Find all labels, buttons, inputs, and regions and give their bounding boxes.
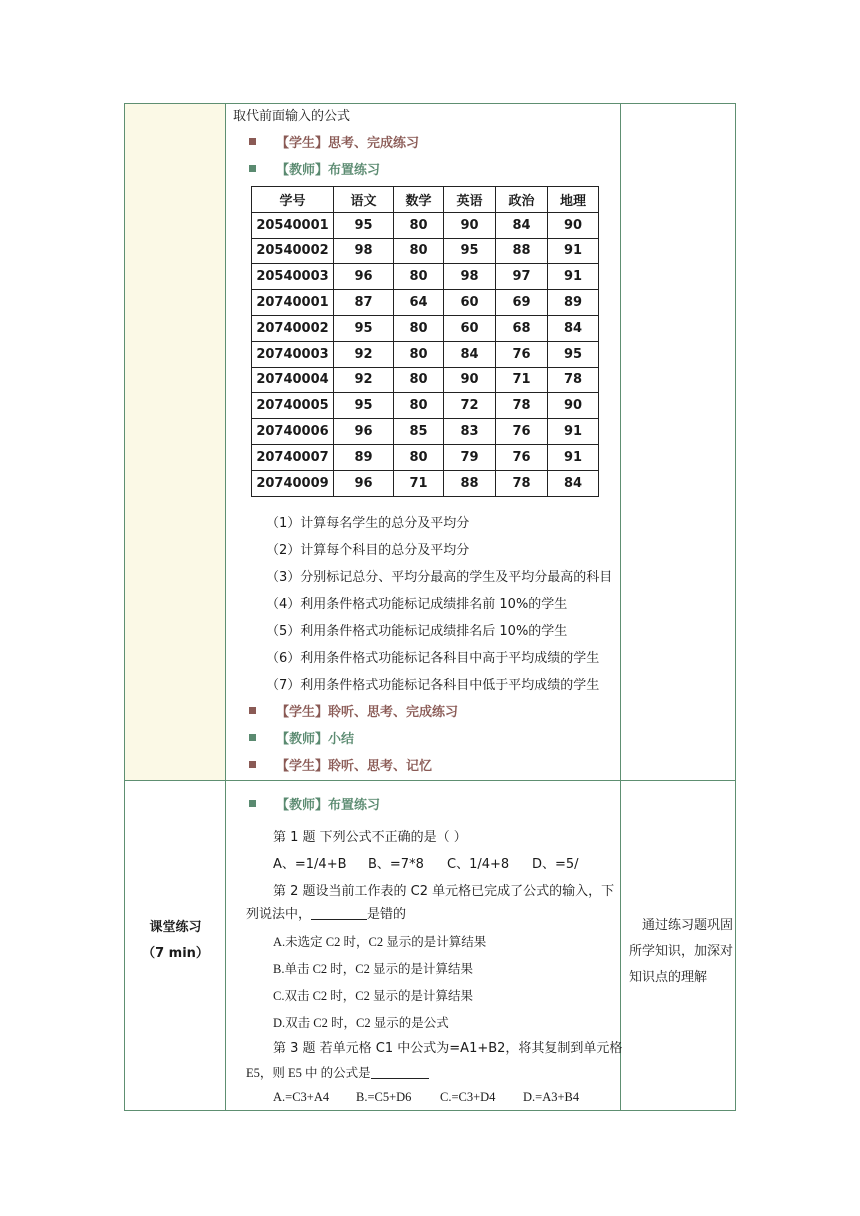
table-body: [252, 212, 599, 496]
student-id-cell: 20740006: [252, 419, 334, 445]
score-cell: 95: [334, 315, 394, 341]
score-cell: 95: [548, 341, 599, 367]
score-cell: 88: [444, 470, 496, 496]
question-2-option: D.双击 C2 时，C2 显示的是公式: [273, 1016, 449, 1030]
header-cell: 学号: [252, 187, 334, 213]
score-cell: 84: [496, 212, 548, 238]
table-row: [252, 315, 599, 341]
square-bullet-icon: [249, 707, 256, 714]
score-cell: 95: [444, 238, 496, 264]
table-row: [252, 238, 599, 264]
table-row: [252, 264, 599, 290]
header-cell: 数学: [394, 187, 444, 213]
table-row: [252, 290, 599, 316]
score-cell: 76: [496, 419, 548, 445]
question-1-option: C、1/4+8: [447, 857, 510, 872]
question-3-option: B.=C5+D6: [356, 1090, 412, 1104]
question-1-option: D、=5/: [532, 857, 579, 872]
student-id-cell: 20540003: [252, 264, 334, 290]
score-cell: 80: [394, 393, 444, 419]
header-cell: 英语: [444, 187, 496, 213]
score-cell: 84: [548, 470, 599, 496]
table-row: [252, 212, 599, 238]
score-cell: 97: [496, 264, 548, 290]
task-item: （5）利用条件格式功能标记成绩排名后 10%的学生: [266, 624, 568, 639]
score-cell: 68: [496, 315, 548, 341]
classroom-practice-row: [125, 781, 735, 1111]
score-cell: 91: [548, 238, 599, 264]
square-bullet-icon: [249, 761, 256, 768]
answer-blank: [311, 907, 367, 920]
task-item: （7）利用条件格式功能标记各科目中低于平均成绩的学生: [266, 678, 600, 693]
score-cell: 78: [496, 470, 548, 496]
score-cell: 84: [548, 315, 599, 341]
question-3-option: A.=C3+A4: [273, 1090, 330, 1104]
score-cell: 69: [496, 290, 548, 316]
exercise-row: [125, 104, 735, 781]
question-2-stem-continued: 列说法中， 是错的: [246, 907, 407, 922]
question-3-stem: 第 3 题 若单元格 C1 中公式为=A1+B2，将其复制到单元格: [273, 1041, 623, 1056]
student-id-cell: 20540002: [252, 238, 334, 264]
question-1-stem: 第 1 题 下列公式不正确的是（ ）: [273, 830, 467, 845]
score-cell: 78: [496, 393, 548, 419]
header-cell: 语文: [334, 187, 394, 213]
section-title: 课堂练习: [149, 920, 202, 935]
question-1-option: B、=7*8: [368, 857, 424, 872]
student-id-cell: 20740005: [252, 393, 334, 419]
score-cell: 60: [444, 290, 496, 316]
score-cell: 80: [394, 444, 444, 470]
task-item: （6）利用条件格式功能标记各科目中高于平均成绩的学生: [266, 651, 600, 666]
score-cell: 64: [394, 290, 444, 316]
score-cell: 71: [496, 367, 548, 393]
design-intent-cell: [620, 104, 735, 780]
square-bullet-icon: [249, 138, 256, 145]
square-bullet-icon: [249, 165, 256, 172]
student-id-cell: 20740002: [252, 315, 334, 341]
score-cell: 91: [548, 444, 599, 470]
score-table: [251, 186, 599, 497]
score-cell: 72: [444, 393, 496, 419]
score-cell: 91: [548, 264, 599, 290]
table-row: [252, 419, 599, 445]
row-label-cell: [125, 104, 226, 780]
table-header-row: [252, 187, 599, 213]
score-cell: 76: [496, 341, 548, 367]
design-intent-cell: [620, 781, 735, 1111]
student-activity-bullet: 【学生】聆听、思考、记忆: [249, 758, 432, 776]
score-cell: 80: [394, 367, 444, 393]
square-bullet-icon: [249, 734, 256, 741]
section-label: [125, 915, 226, 967]
teacher-activity-bullet: 【教师】布置练习: [249, 797, 380, 815]
student-activity-bullet: 【学生】聆听、思考、完成练习: [249, 704, 458, 722]
score-cell: 90: [548, 393, 599, 419]
score-cell: 92: [334, 367, 394, 393]
student-id-cell: 20540001: [252, 212, 334, 238]
task-item: （1）计算每名学生的总分及平均分: [266, 516, 470, 531]
score-cell: 98: [444, 264, 496, 290]
task-item: （4）利用条件格式功能标记成绩排名前 10%的学生: [266, 597, 568, 612]
task-item: （2）计算每个科目的总分及平均分: [266, 543, 470, 558]
score-cell: 83: [444, 419, 496, 445]
score-cell: 92: [334, 341, 394, 367]
student-id-cell: 20740003: [252, 341, 334, 367]
answer-blank: [371, 1066, 429, 1079]
score-cell: 71: [394, 470, 444, 496]
student-id-cell: 20740007: [252, 444, 334, 470]
question-2-option: B.单击 C2 时，C2 显示的是计算结果: [273, 962, 474, 976]
score-cell: 76: [496, 444, 548, 470]
score-cell: 78: [548, 367, 599, 393]
question-3-stem-continued: E5，则 E5 中 的公式是: [246, 1064, 429, 1082]
lesson-plan-table: [124, 103, 736, 1111]
question-2-option: A.未选定 C2 时，C2 显示的是计算结果: [273, 935, 487, 949]
teaching-goal-text: 通过练习题巩固所学知识，加深对知识点的理解: [629, 918, 734, 985]
score-cell: 90: [444, 212, 496, 238]
score-cell: 90: [444, 367, 496, 393]
table-row: [252, 444, 599, 470]
table-row: [252, 393, 599, 419]
score-cell: 60: [444, 315, 496, 341]
score-cell: 96: [334, 419, 394, 445]
table-row: [252, 470, 599, 496]
score-cell: 96: [334, 264, 394, 290]
score-cell: 89: [548, 290, 599, 316]
score-cell: 95: [334, 212, 394, 238]
question-2-stem: 第 2 题设当前工作表的 C2 单元格已完成了公式的输入，下: [273, 884, 615, 899]
score-cell: 87: [334, 290, 394, 316]
score-cell: 84: [444, 341, 496, 367]
table-row: [252, 341, 599, 367]
score-cell: 85: [394, 419, 444, 445]
score-cell: 95: [334, 393, 394, 419]
student-activity-bullet: 【学生】思考、完成练习: [249, 135, 419, 153]
score-cell: 89: [334, 444, 394, 470]
score-cell: 91: [548, 419, 599, 445]
square-bullet-icon: [249, 800, 256, 807]
question-3-option: D.=A3+B4: [523, 1090, 580, 1104]
header-cell: 政治: [496, 187, 548, 213]
student-id-cell: 20740009: [252, 470, 334, 496]
score-cell: 90: [548, 212, 599, 238]
row-label-cell: [125, 781, 226, 1111]
table-row: [252, 367, 599, 393]
score-cell: 88: [496, 238, 548, 264]
score-cell: 80: [394, 238, 444, 264]
score-cell: 79: [444, 444, 496, 470]
student-id-cell: 20740004: [252, 367, 334, 393]
question-2-option: C.双击 C2 时，C2 显示的是计算结果: [273, 989, 474, 1003]
score-cell: 80: [394, 315, 444, 341]
teacher-summary-bullet: 【教师】小结: [249, 731, 354, 749]
header-cell: 地理: [548, 187, 599, 213]
score-cell: 96: [334, 470, 394, 496]
score-cell: 98: [334, 238, 394, 264]
section-duration: （7 min）: [142, 946, 209, 961]
student-id-cell: 20740001: [252, 290, 334, 316]
score-cell: 80: [394, 212, 444, 238]
teacher-activity-bullet: 【教师】布置练习: [249, 162, 380, 180]
score-cell: 80: [394, 341, 444, 367]
score-cell: 80: [394, 264, 444, 290]
question-1-option: A、=1/4+B: [273, 857, 347, 872]
task-item: （3）分别标记总分、平均分最高的学生及平均分最高的科目: [266, 570, 613, 585]
intro-text: 取代前面输入的公式: [233, 109, 351, 124]
question-3-option: C.=C3+D4: [440, 1090, 496, 1104]
